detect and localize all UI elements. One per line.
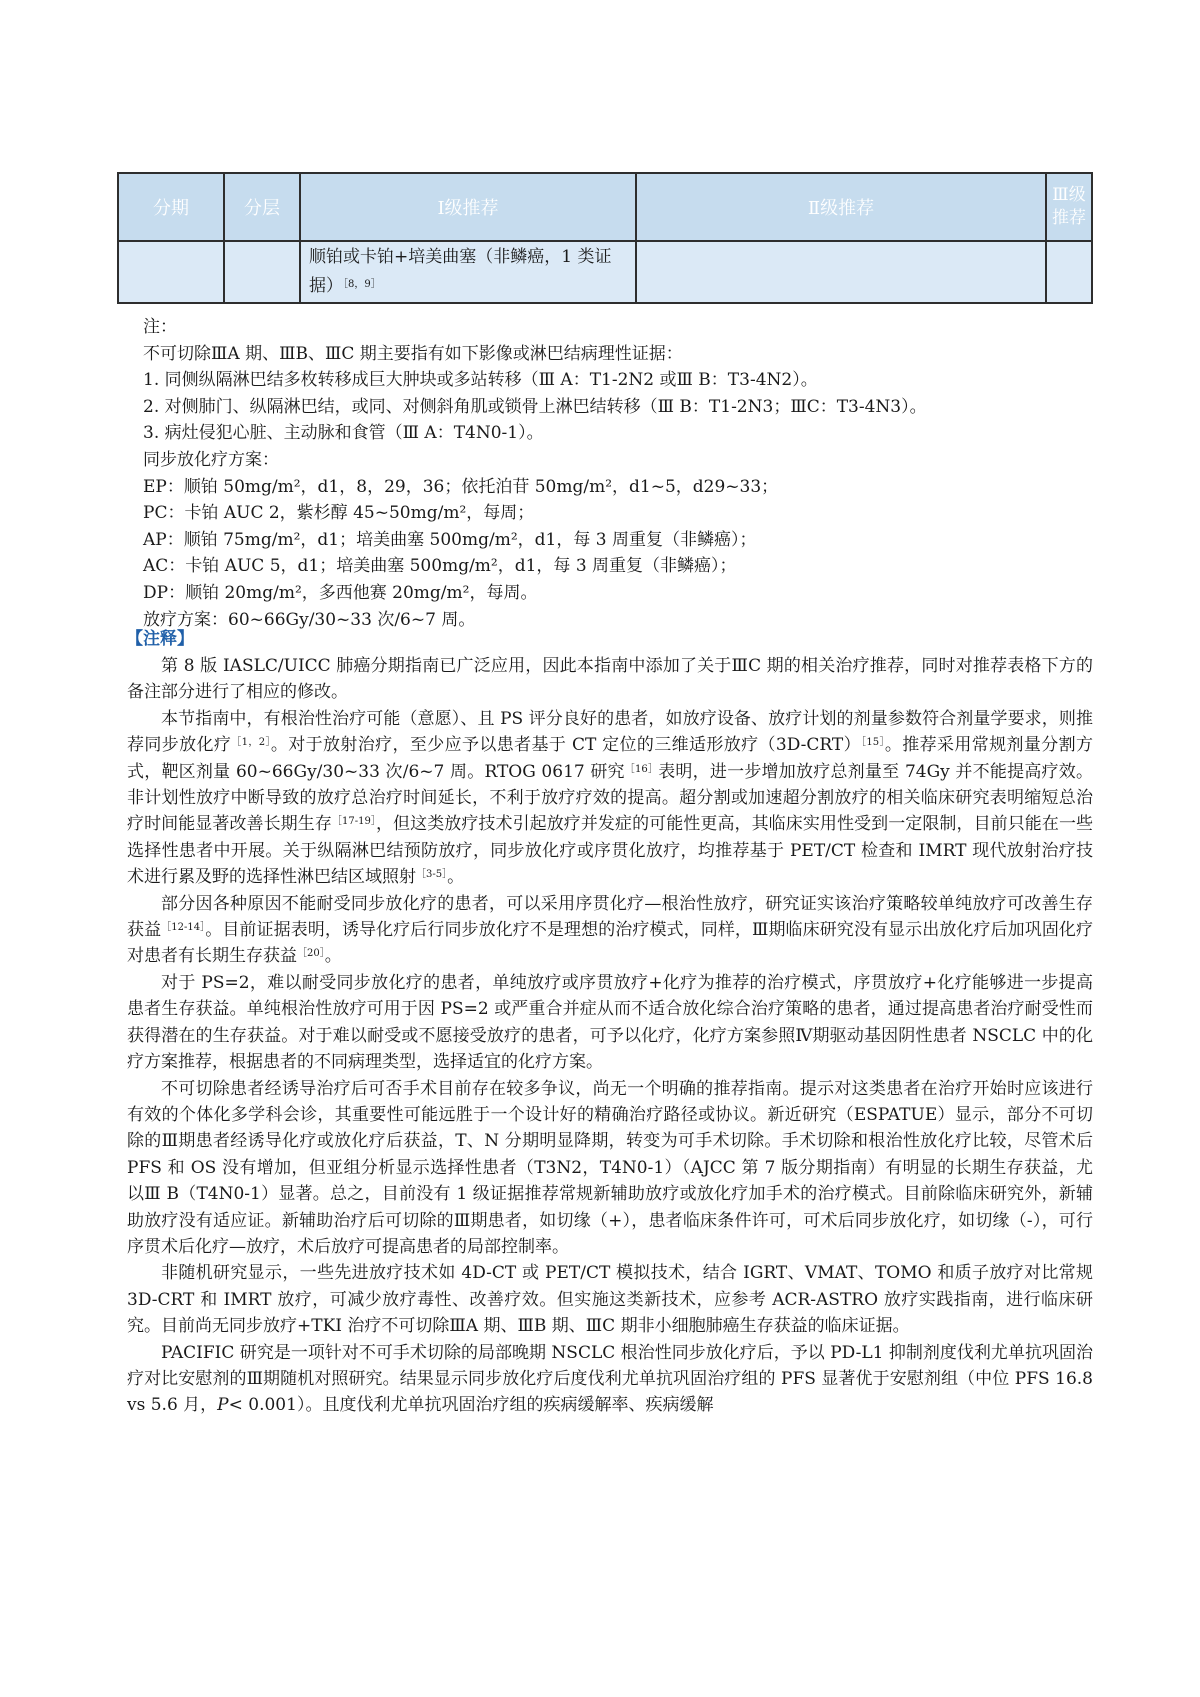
section-title: 【注释】 <box>126 629 194 649</box>
note-line: AC：卡铂 AUC 5，d1；培美曲塞 500mg/m²，d1，每 3 周重复（非鳞癌）； <box>143 556 737 577</box>
notes-block <box>143 314 1093 633</box>
citation: ［1，2］ <box>231 737 271 749</box>
paragraph: 非随机研究显示，一些先进放疗技术如 4D-CT 或 PET/CT 模拟技术，结合 IGRT、VMAT、TOMO 和质子放疗对比常规 3D-CRT 和 IMRT 放疗，可减少放疗毒性、改善疗效。但实施这类新技术，应参考 ACR-ASTRO 放疗实践指南，进行临床研究。目前尚无同步放疗+TKI 治疗不可切除ⅢA 期、ⅢB 期、ⅢC 期非小细胞肺癌生存获益的临床证据。 <box>127 1263 1093 1337</box>
citation: ［16］ <box>624 763 659 775</box>
cell-level2 <box>636 241 1046 303</box>
paragraph: 对于 PS=2，难以耐受同步放化疗的患者，单纯放疗或序贯放疗+化疗为推荐的治疗模式，序贯放疗+化疗能够进一步提高患者生存获益。单纯根治性放疗可用于因 PS=2 或严重合并症从而不适合放化综合治疗策略的患者，通过提高患者治疗耐受性而获得潜在的生存获益。对于难以耐受或不愿接受放疗的患者，可予以化疗，化疗方案参照Ⅳ期驱动基因阴性患者 NSCLC 中的化疗方案推荐，根据患者的不同病理类型，选择适宜的化疗方案。 <box>127 972 1093 1073</box>
citation: ［12-14］ <box>161 922 206 934</box>
cell-staging <box>118 241 224 303</box>
header-staging: 分期 <box>118 173 224 241</box>
note-line: EP：顺铂 50mg/m²，d1，8，29，36；依托泊苷 50mg/m²，d1~5，d29~33； <box>143 476 779 497</box>
citation: ［20］ <box>297 948 325 960</box>
note-line: 同步放化疗方案： <box>143 449 279 470</box>
paragraph: 部分因各种原因不能耐受同步放化疗的患者，可以采用序贯化疗—根治性放疗，研究证实该治疗策略较单纯放疗可改善生存获益$^{[12-14]}$。目前证据表明，诱导化疗后行同步放化疗不是理想的治疗模式，同样，Ⅲ期临床研究没有显示出放化疗后加巩固化疗对患者有长期生存获益$^{[20]}$。 <box>127 893 1093 967</box>
cell-layer <box>224 241 300 303</box>
header-level3: Ⅲ级推荐 <box>1046 173 1092 241</box>
note-line: DP：顺铂 20mg/m²，多西他赛 20mg/m²，每周。 <box>143 582 538 603</box>
note-line: 不可切除ⅢA 期、ⅢB、ⅢC 期主要指有如下影像或淋巴结病理性证据： <box>143 343 683 364</box>
level1-text: 顺铂或卡铂+培美曲塞（非鳞癌，1 类证据） <box>309 247 612 296</box>
citation: ［8，9］ <box>343 279 381 290</box>
commentary-body <box>127 653 1093 1419</box>
paragraph: 不可切除患者经诱导治疗后可否手术目前存在较多争议，尚无一个明确的推荐指南。提示对这类患者在治疗开始时应该进行有效的个体化多学科会诊，其重要性可能远胜于一个设计好的精确治疗路径或协议。新近研究（ESPATUE）显示，部分不可切除的Ⅲ期患者经诱导化疗或放化疗后获益，T、N 分期明显降期，转变为可手术切除。手术切除和根治性放化疗比较，尽管术后 PFS 和 OS 没有增加，但亚组分析显示选择性患者（T3N2，T4N0-1）（AJCC 第 7 版分期指南）有明显的长期生存获益，尤以Ⅲ B（T4N0-1）显著。总之，目前没有 1 级证据推荐常规新辅助放疗或放化疗加手术的治疗模式。目前除临床研究外，新辅助放疗没有适应证。新辅助治疗后可切除的Ⅲ期患者，如切缘（+），患者临床条件许可，可术后同步放化疗，如切缘（-），可行序贯术后化疗—放疗，术后放疗可提高患者的局部控制率。 <box>127 1078 1093 1257</box>
notes-label: 注： <box>143 317 177 337</box>
citation: ［15］ <box>861 737 885 749</box>
cell-level1 <box>300 241 636 303</box>
citation: ［17-19］ <box>331 816 376 828</box>
header-level1: Ⅰ级推荐 <box>300 173 636 241</box>
note-line: 2. 对侧肺门、纵隔淋巴结，或同、对侧斜角肌或锁骨上淋巴结转移（Ⅲ B：T1-2N3；ⅢC：T3-4N3）。 <box>143 396 927 417</box>
paragraph: PACIFIC 研究是一项针对不可手术切除的局部晚期 NSCLC 根治性同步放化疗后，予以 PD-L1 抑制剂度伐利尤单抗巩固治疗对比安慰剂的Ⅲ期随机对照研究。结果显示同步放化疗后度伐利尤单抗巩固治疗组的 PFS 显著优于安慰剂组（中位 PFS 16.8 vs 5.6 月，P< 0.001）。且度伐利尤单抗巩固治疗组的疾病缓解率、疾病缓解 <box>127 1342 1093 1416</box>
cell-level3 <box>1046 241 1092 303</box>
note-line: AP：顺铂 75mg/m²，d1；培美曲塞 500mg/m²，d1，每 3 周重复（非鳞癌）； <box>143 529 757 550</box>
note-line: 1. 同侧纵隔淋巴结多枚转移成巨大肿块或多站转移（Ⅲ A：T1-2N2 或Ⅲ B：T3-4N2）。 <box>143 370 818 391</box>
paragraph: 第 8 版 IASLC/UICC 肺癌分期指南已广泛应用，因此本指南中添加了关于ⅢC 期的相关治疗推荐，同时对推荐表格下方的备注部分进行了相应的修改。 <box>127 656 1093 703</box>
note-line: PC：卡铂 AUC 2，紫杉醇 45~50mg/m²，每周； <box>143 503 535 524</box>
note-line: 3. 病灶侵犯心脏、主动脉和食管（Ⅲ A：T4N0-1）。 <box>143 423 544 444</box>
table-row <box>118 241 1092 303</box>
citation: ［3-5］ <box>416 869 448 881</box>
header-layer: 分层 <box>224 173 300 241</box>
header-level2: Ⅱ级推荐 <box>636 173 1046 241</box>
table-header-row <box>118 173 1092 241</box>
recommendation-table <box>117 172 1093 304</box>
note-line: 放疗方案：60~66Gy/30~33 次/6~7 周。 <box>143 609 476 630</box>
paragraph: 本节指南中，有根治性治疗可能（意愿）、且 PS 评分良好的患者，如放疗设备、放疗计划的剂量参数符合剂量学要求，则推荐同步放化疗$^{[1,2]}$。对于放射治疗，至少应予以患者基于 CT 定位的三维适形放疗$(3D-CRT)^{[15]}$。推荐采用常规剂量分割方式，靶区剂量 60~66Gy/30~33 次/6~7 周。RTOG 0617 研究$^{[16]}$表明，进一步增加放疗总剂量至 74Gy 并不能提高疗效。非计划性放疗中断导致的放疗总治疗时间延长，不利于放疗疗效的提高。超分割或加速超分割放疗的相关临床研究表明缩短总治疗时间能显著改善长期生存$^{[17-19]}$，但这类放疗技术引起放疗并发症的可能性更高，其临床实用性受到一定限制，目前只能在一些选择性患者中开展。关于纵隔淋巴结预防放疗，同步放化疗或序贯化放疗，均推荐基于 PET/CT 检查和 IMRT 现代放射治疗技术进行累及野的选择性淋巴结区域照射$^{[3-5]}$。 <box>127 708 1094 888</box>
